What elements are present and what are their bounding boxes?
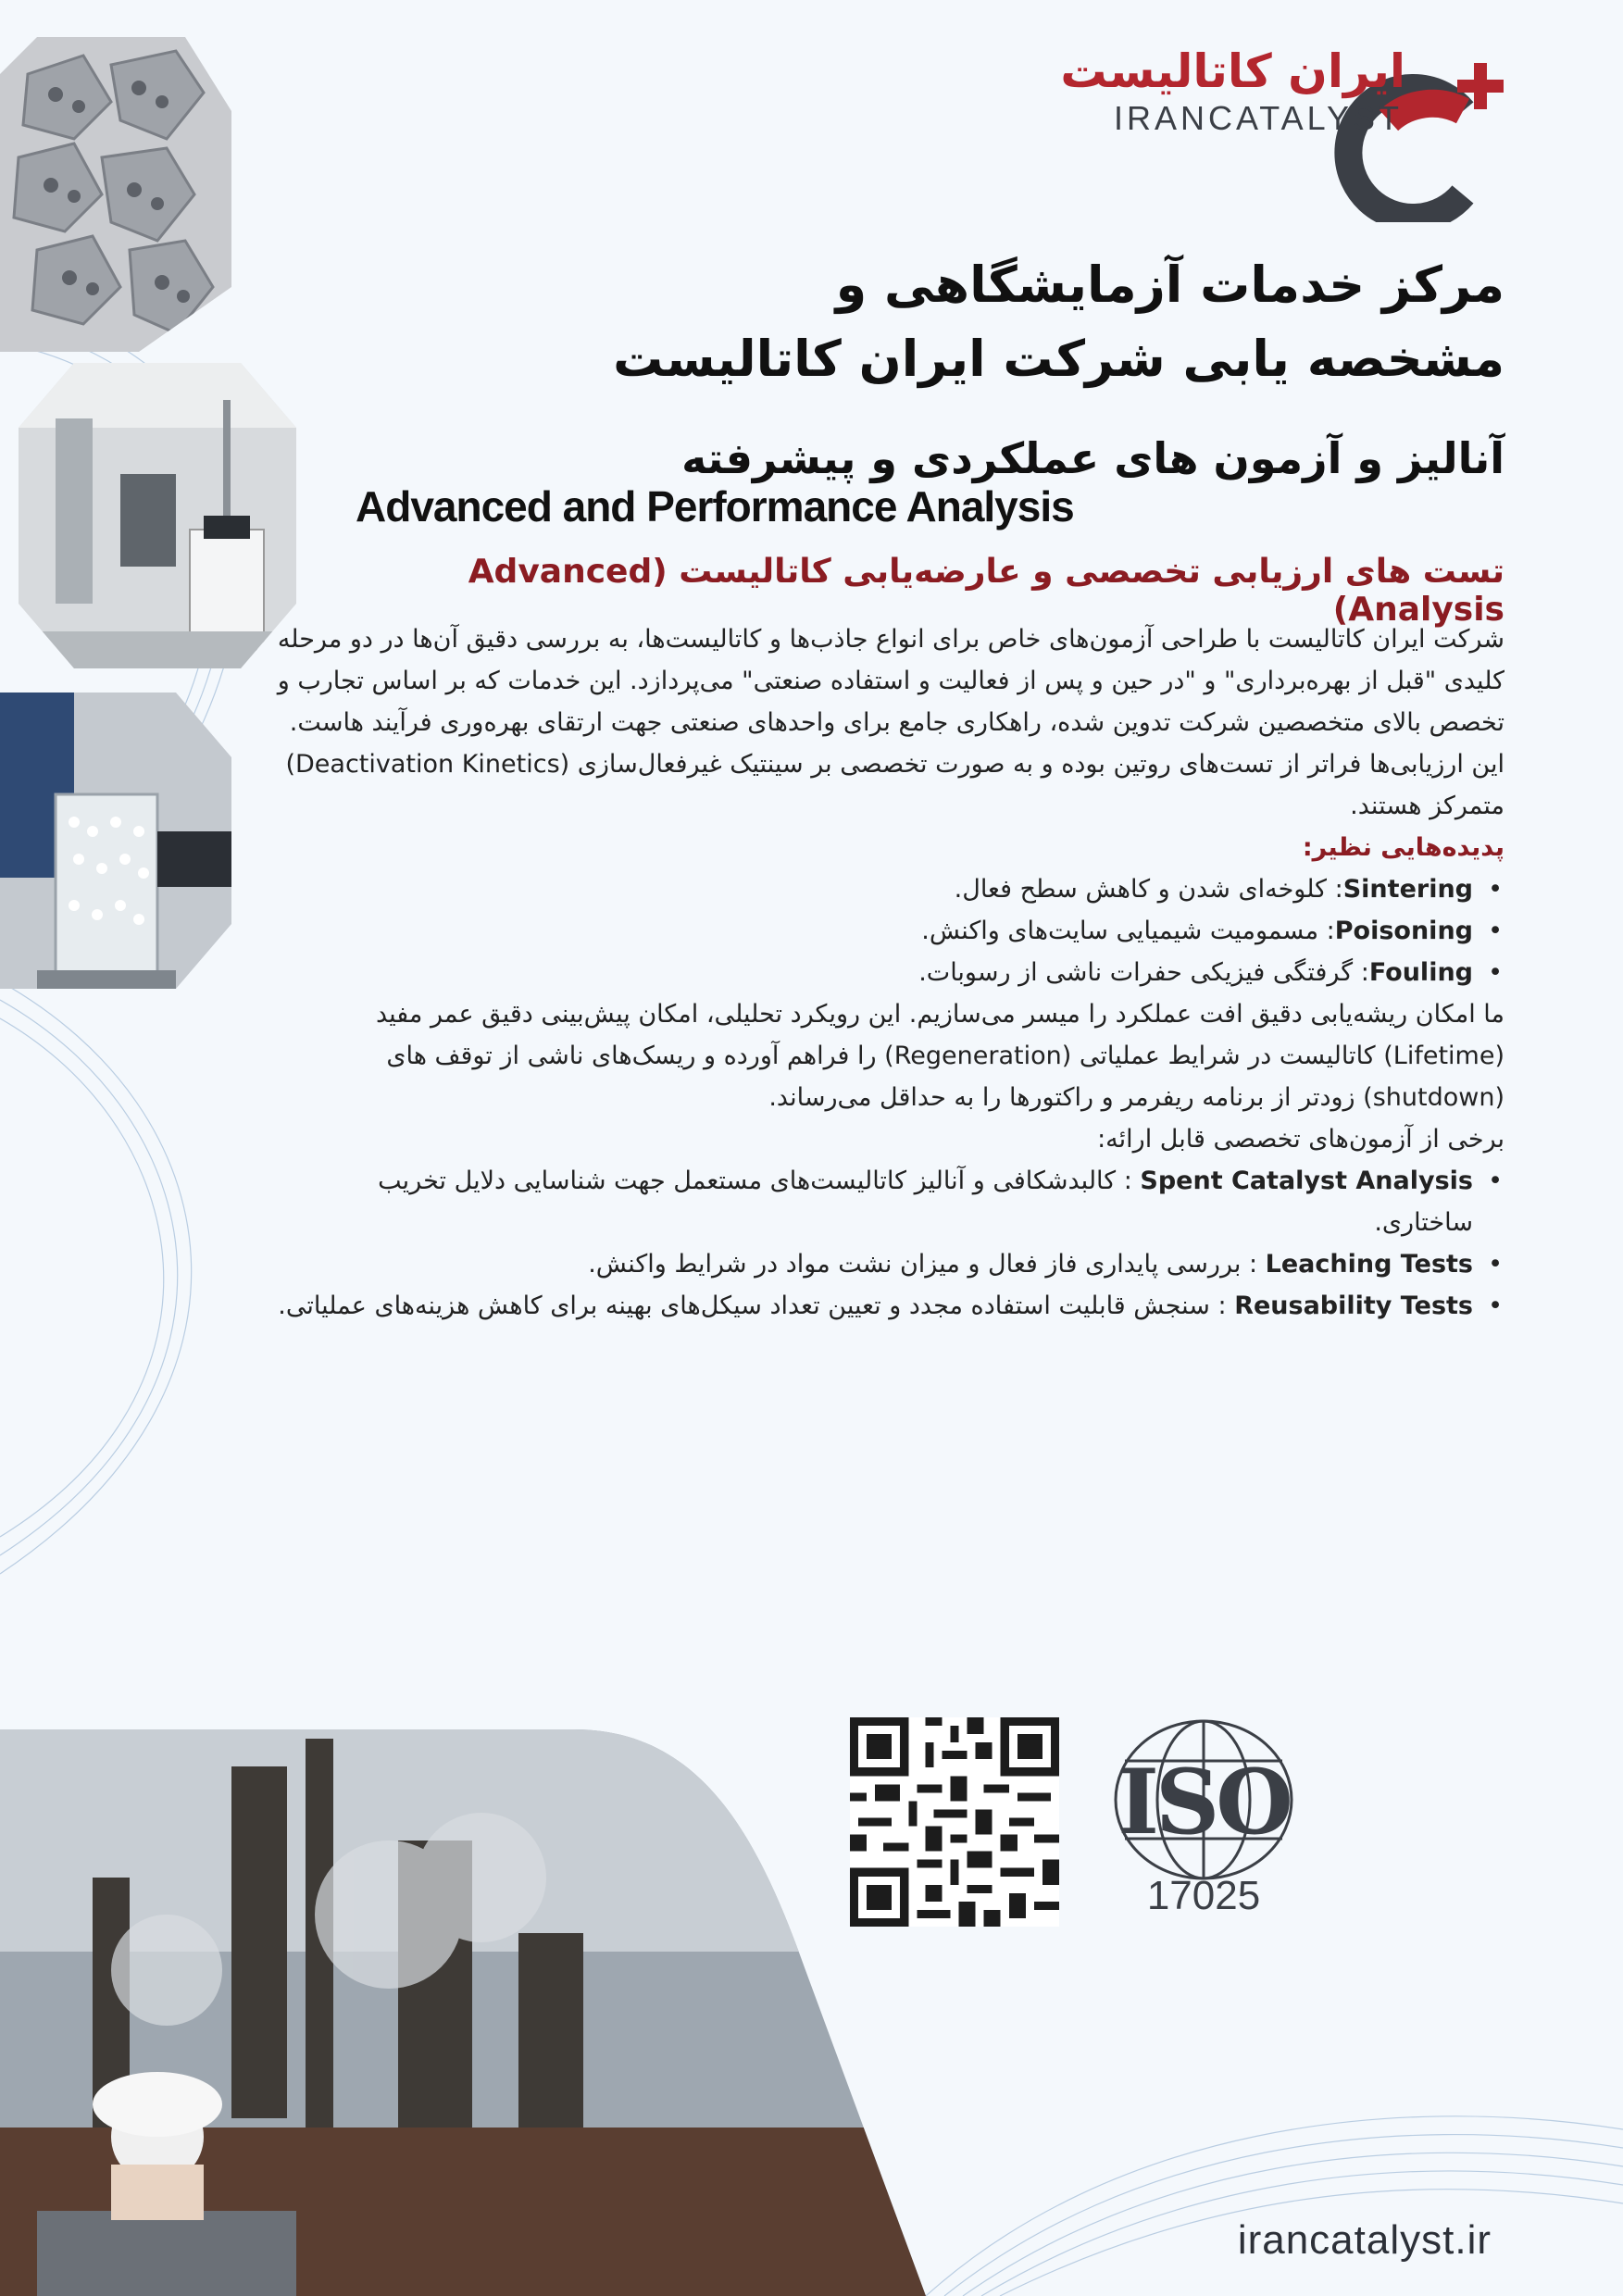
deactivation-paragraph: این ارزیابی‌ها فراتر از تست‌های روتین بوده و به صورت تخصصی بر سینتیک غیرفعال‌سازی (Deactivation Kinetics) متمرکز هستند.	[285, 750, 1504, 820]
list-item: • Poisoning: مسمومیت شیمیایی سایت‌های واکنش.	[273, 910, 1473, 952]
qr-code	[850, 1717, 1059, 1927]
iso-number: 17025	[1146, 1873, 1261, 1918]
root-cause-paragraph: ما امکان ریشه‌یابی دقیق افت عملکرد را میسر می‌سازیم. این رویکرد تحلیلی، امکان پیش‌بینی دقیق عمر مفید (Lifetime) کاتالیست در شرایط عملیاتی (Regeneration) را فراهم آورده و ریسک‌های ناشی از توقف های (shutdown) زودتر از برنامه ریفرمر و راکتورها را به حداقل می‌رساند.	[375, 1000, 1504, 1112]
list-item: • Sintering: کلوخه‌ای شدن و کاهش سطح فعال.	[273, 868, 1473, 910]
body-content	[273, 618, 1504, 1327]
list-item: • Leaching Tests : بررسی پایداری فاز فعال و میزان نشت مواد در شرایط واکنش.	[273, 1243, 1473, 1285]
list-item: • Fouling: گرفتگی فیزیکی حفرات ناشی از رسوبات.	[273, 952, 1473, 993]
section-title-fa: آنالیز و آزمون های عملکردی و پیشرفته	[681, 433, 1504, 483]
intro-paragraph: شرکت ایران کاتالیست با طراحی آزمون‌های خاص برای انواع جاذب‌ها و کاتالیست‌ها، به بررسی دقیق آن‌ها در دو مرحله کلیدی "قبل از بهره‌برداری" و "در حین و پس از فعالیت و استفاده صنعتی" می‌پردازد. این خدمات که بر اساس تجارب و تخصص بالای متخصصین شرکت تدوین شده، راهکاری جامع برای واحدهای صنعتی جهت ارتقای بهره‌وری فرآیند هاست.	[277, 625, 1504, 737]
tests-list	[273, 1160, 1504, 1327]
list-item: • Reusability Tests : سنجش قابلیت استفاده مجدد و تعیین تعداد سیکل‌های بهینه برای کاهش هزینه‌های عملیاتی.	[273, 1285, 1473, 1327]
page-title	[579, 248, 1504, 396]
logo-text-fa: ایران کاتالیست	[1060, 44, 1405, 98]
phenomena-list	[273, 868, 1504, 993]
phenomena-heading: پدیده‌هایی نظیر:	[1302, 833, 1504, 862]
factory-worker-photo	[0, 1729, 926, 2296]
tests-heading: برخی از آزمون‌های تخصصی قابل ارائه:	[1097, 1125, 1504, 1154]
page-title-line-2: مشخصه یابی شرکت ایران کاتالیست	[613, 330, 1504, 388]
pellets-cylinder-photo	[0, 693, 231, 989]
website-link[interactable]: irancatalyst.ir	[1237, 2217, 1492, 2263]
lab-instrument-photo	[19, 363, 296, 668]
section-red-heading: تست های ارزیابی تخصصی و عارضه‌یابی کاتالیست (Advanced Analysis)	[468, 553, 1504, 629]
catalyst-pellets-photo	[0, 37, 231, 352]
page-title-line-1: مرکز خدمات آزمایشگاهی و	[835, 256, 1504, 314]
section-title-en: Advanced and Performance Analysis	[356, 482, 1074, 530]
iso-label: ISO	[1117, 1750, 1290, 1854]
list-item: • Spent Catalyst Analysis : کالبدشکافی و آنالیز کاتالیست‌های مستعمل جهت شناسایی دلایل تخریب ساختاری.	[273, 1160, 1473, 1243]
logo-text-en: IRANCATALYST	[1113, 99, 1403, 137]
